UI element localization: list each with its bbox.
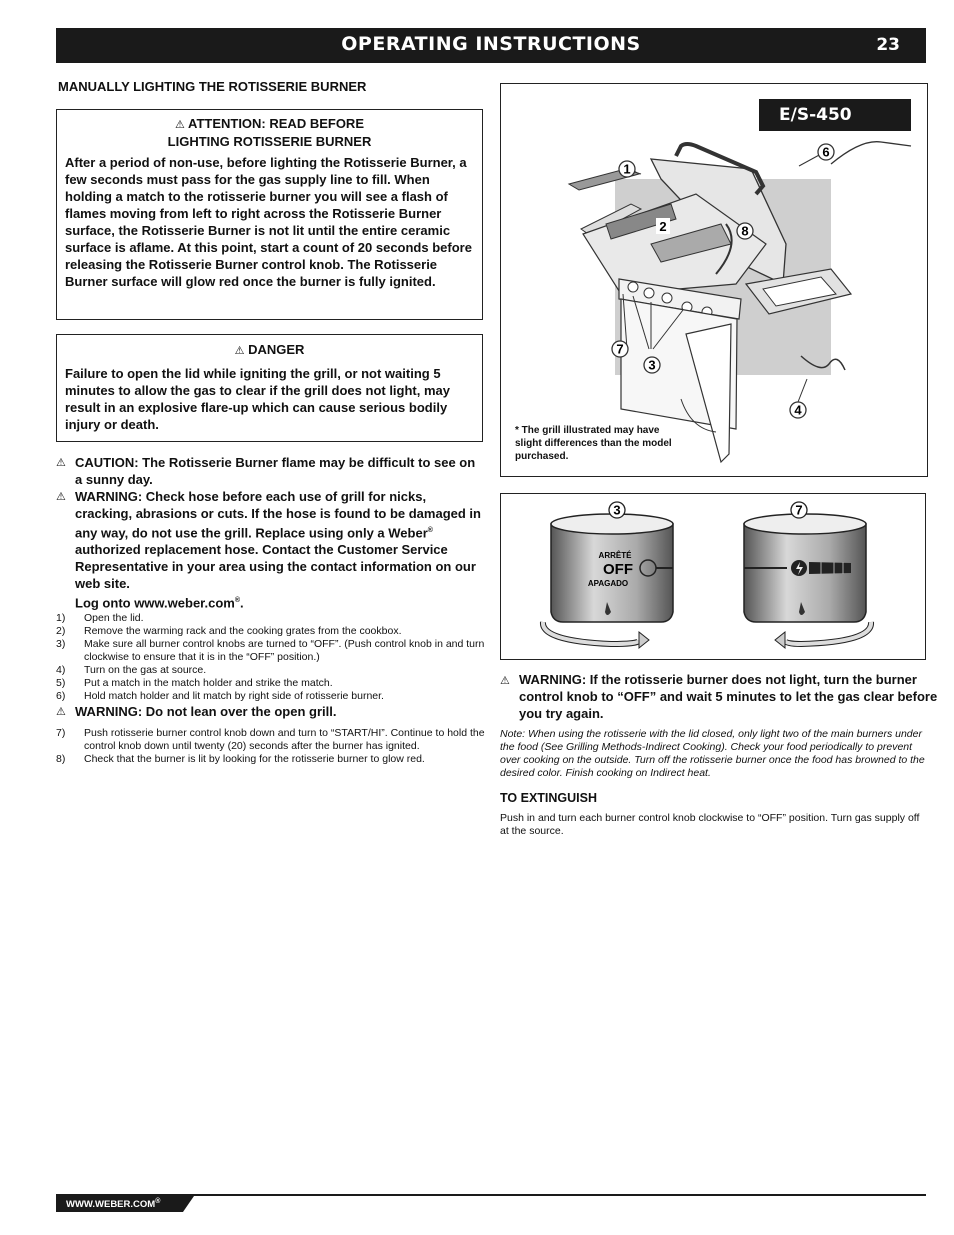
control-knob: [628, 282, 638, 292]
control-knob: [644, 288, 654, 298]
figure-note: * The grill illustrated may have slight differences than the model purchased.: [515, 425, 672, 462]
callout-leader: [799, 154, 821, 166]
warning-triangle-icon: ⚠: [500, 674, 510, 687]
step-text: Check that the burner is lit by looking for the rotisserie burner to glow red.: [84, 753, 425, 765]
step-text: Put a match in the match holder and strike the match.: [84, 677, 333, 689]
registered-mark: ®: [427, 527, 433, 534]
attention-box: [56, 109, 483, 320]
callout-8: [737, 223, 753, 239]
control-knob: [662, 293, 672, 303]
step-text: Push rotisserie burner control knob down and turn to “START/HI”. Continue to hold the control knob down until twenty (20) seconds after the burner has ignited.: [84, 727, 485, 752]
step-number: 1): [56, 612, 66, 624]
extinguish-body: Push in and turn each burner control knob clockwise to “OFF” position. Turn gas supply off at the source.: [500, 812, 920, 837]
warning-no-light-text: WARNING: If the rotisserie burner does not light, turn the burner control knob to “OFF” and wait 5 minutes to let the gas clear before you try again.: [519, 672, 938, 721]
warning-triangle-icon: ⚠: [175, 118, 185, 131]
warning-hose-item: [56, 488, 481, 612]
model-badge: E/S-450: [759, 99, 911, 131]
callout-number: 6: [822, 144, 830, 160]
hand-illustration: [831, 142, 911, 164]
callout-number: 3: [648, 357, 656, 373]
warning-lean: [56, 704, 336, 719]
attention-title-line1: ATTENTION: READ BEFORE: [188, 116, 364, 131]
step-number: 8): [56, 753, 66, 765]
step-number: 2): [56, 625, 66, 637]
step-text: Turn on the gas at source.: [84, 664, 207, 676]
callout-2: [656, 218, 670, 234]
callout-leader: [798, 379, 807, 402]
step-row: [56, 677, 486, 690]
warning-triangle-icon: ⚠: [234, 344, 245, 357]
callout-3: [609, 502, 625, 518]
arrow-head: [639, 632, 649, 648]
step-text: Remove the warming rack and the cooking grates from the cookbox.: [84, 625, 402, 637]
step-text: Open the lid.: [84, 612, 144, 624]
callout-number: 3: [613, 502, 621, 518]
caution-text: CAUTION: The Rotisserie Burner flame may be difficult to see on a sunny day.: [75, 455, 476, 487]
extinguish-title: TO EXTINGUISH: [500, 791, 598, 805]
grill-figure: [500, 83, 928, 477]
caution-item: [56, 454, 481, 488]
callout-3: [644, 357, 660, 373]
callout-number: 4: [794, 402, 802, 418]
step-number: 4): [56, 664, 66, 676]
knob-figure: [500, 493, 926, 660]
warning-lean-text: WARNING: Do not lean over the open grill.: [75, 704, 337, 719]
steps-list-b: [56, 727, 486, 766]
attention-body: After a period of non-use, before lighting the Rotisserie Burner, a few seconds must pass for the gas supply line to fill. When holding a match to the rotisserie burner you will see a flash of flames moving from left to right across the Rotisserie Burner surface, the Rotisserie Burner is not lit until the entire ceramic surface is aflame. At this point, start a count of 20 seconds before releasing the Rotisserie Burner control knob. The Rotisserie Burner surface will glow red once the burner is fully ignited.: [65, 155, 472, 289]
period: .: [240, 595, 244, 611]
knob-illustration: [501, 494, 925, 659]
warning-hose-text: WARNING: Check hose before each use of grill for nicks, cracking, abrasions or cuts. If the hose is found to be damaged in any way, do not use the grill. Replace using only a Weber: [75, 489, 481, 541]
step-row: [56, 664, 486, 677]
step-number: 6): [56, 690, 66, 702]
callout-number: 7: [616, 341, 624, 357]
warning-triangle-icon: ⚠: [56, 705, 66, 718]
page-title: OPERATING INSTRUCTIONS: [341, 33, 641, 55]
step-number: 7): [56, 727, 66, 739]
step-number: 5): [56, 677, 66, 689]
step-row: [56, 753, 486, 766]
knob-label-fr: ARRÊTÉ: [598, 551, 632, 560]
callout-4: [790, 402, 806, 418]
step-row: [56, 625, 486, 638]
note-text: Note: When using the rotisserie with the lid closed, only light two of the main burners under the food (See Grilling Methods-Indirect Cooking). Check your food periodically to prevent over cooking on the outside. Turn off the rotisserie burner once the food has browned to the desired color. Finish cooking on Indirect heat.: [500, 728, 925, 779]
danger-body: Failure to open the lid while igniting the grill, or not waiting 5 minutes to allow the gas to clear if the grill does not light, may result in an explosive flare-up which can cause serious bodily injury or death.: [65, 366, 450, 432]
warning-triangle-icon: ⚠: [56, 456, 66, 469]
callout-number: 7: [795, 502, 803, 518]
attention-title-line2: LIGHTING ROTISSERIE BURNER: [167, 134, 372, 149]
danger-box: [56, 334, 483, 442]
registered-mark: ®: [155, 1198, 161, 1205]
caution-list: [56, 454, 481, 612]
warning-no-light: [500, 671, 939, 722]
step-text: Make sure all burner control knobs are turned to “OFF”. (Push control knob in and turn clockwise to ensure that it is in the “OFF” position.): [84, 638, 485, 663]
step-row: [56, 612, 486, 625]
danger-title: [57, 341, 482, 359]
callout-number: 8: [741, 223, 749, 239]
step-number: 3): [56, 638, 66, 650]
knob-label-es: APAGADO: [587, 579, 629, 588]
knob-off: [551, 514, 673, 622]
weber-link[interactable]: Log onto www.weber.com: [75, 595, 235, 611]
clockwise-arrow-fill: [543, 622, 639, 644]
knob-start: [744, 514, 866, 622]
section-title: MANUALLY LIGHTING THE ROTISSERIE BURNER: [58, 79, 367, 94]
page-number: 23: [876, 35, 900, 55]
registered-mark: ®: [234, 597, 241, 605]
grill-illustration: [501, 84, 927, 476]
callout-6: [818, 144, 834, 160]
arrow-head: [775, 632, 785, 648]
steps-list-a: [56, 612, 486, 703]
footer-url[interactable]: [66, 1198, 160, 1210]
knob-label-en: OFF: [603, 561, 633, 578]
callout-7: [791, 502, 807, 518]
footer-url-text: WWW.WEBER.COM: [66, 1199, 156, 1211]
step-text: Hold match holder and lit match by right side of rotisserie burner.: [84, 690, 384, 702]
callout-7: [612, 341, 628, 357]
warning-hose-text2: authorized replacement hose. Contact the Customer Service Representative in your area using the contact information on our web site.: [75, 542, 476, 592]
danger-title-text: DANGER: [248, 342, 305, 357]
warning-triangle-icon: ⚠: [56, 490, 66, 503]
callout-1: [619, 161, 635, 177]
step-row: [56, 638, 486, 664]
attention-title: [57, 115, 482, 150]
footer-rule: [56, 1194, 926, 1196]
step-row: [56, 727, 486, 753]
callout-number: 1: [623, 161, 631, 177]
callout-number: 2: [659, 219, 667, 234]
header-bar: [56, 28, 926, 63]
flame-level-bar: [809, 562, 851, 574]
step-row: [56, 690, 486, 703]
